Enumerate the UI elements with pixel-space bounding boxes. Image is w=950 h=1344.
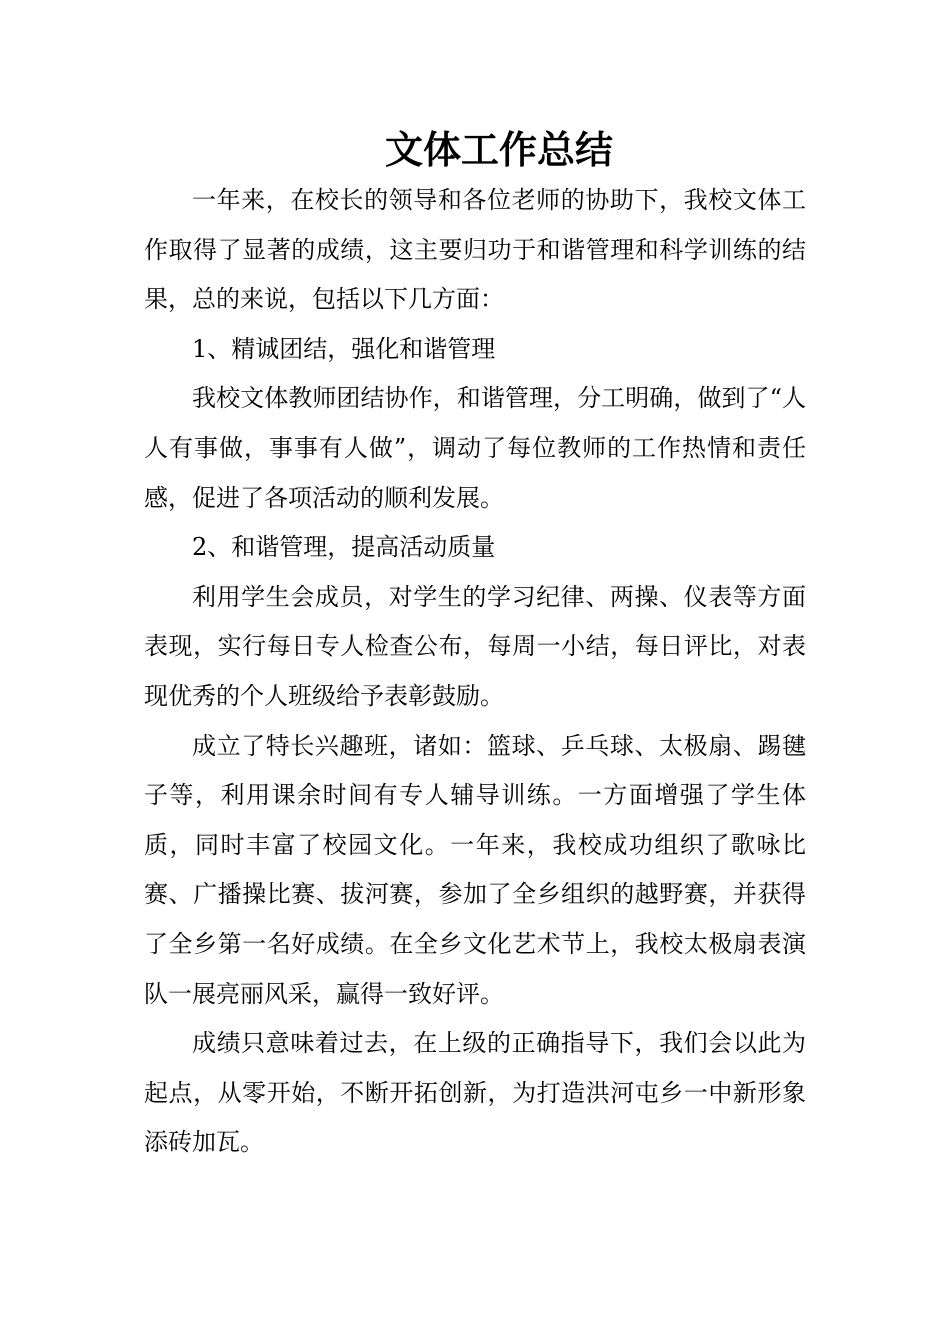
paragraph-intro: 一年来，在校长的领导和各位老师的协助下，我校文体工作取得了显著的成绩，这主要归功于和谐管理和科学训练的结果，总的来说，包括以下几方面： [144,186,806,314]
document-body [144,176,806,1168]
paragraph-interest-classes: 成立了特长兴趣班，诸如：篮球、乒乓球、太极扇、踢毽子等，利用课余时间有专人辅导训练。一方面增强了学生体质，同时丰富了校园文化。一年来，我校成功组织了歌咏比赛、广播操比赛、拔河赛，参加了全乡组织的越野赛，并获得了全乡第一名好成绩。在全乡文化艺术节上，我校太极扇表演队一展亮丽风采，赢得一致好评。 [144,731,806,1008]
paragraph-student-council: 利用学生会成员，对学生的学习纪律、两操、仪表等方面表现，实行每日专人检查公布，每周一小结，每日评比，对表现优秀的个人班级给予表彰鼓励。 [144,582,806,710]
paragraph-teamwork: 我校文体教师团结协作，和谐管理，分工明确，做到了“人人有事做，事事有人做”，调动了每位教师的工作热情和责任感，促进了各项活动的顺利发展。 [144,384,806,512]
paragraph-conclusion: 成绩只意味着过去，在上级的正确指导下，我们会以此为起点，从零开始，不断开拓创新，为打造洪河屯乡一中新形象添砖加瓦。 [144,1029,806,1157]
section-heading-1: 1、精诚团结，强化和谐管理 [192,334,496,363]
section-heading-2: 2、和谐管理，提高活动质量 [192,533,496,562]
document-title: 文体工作总结 [384,128,613,172]
